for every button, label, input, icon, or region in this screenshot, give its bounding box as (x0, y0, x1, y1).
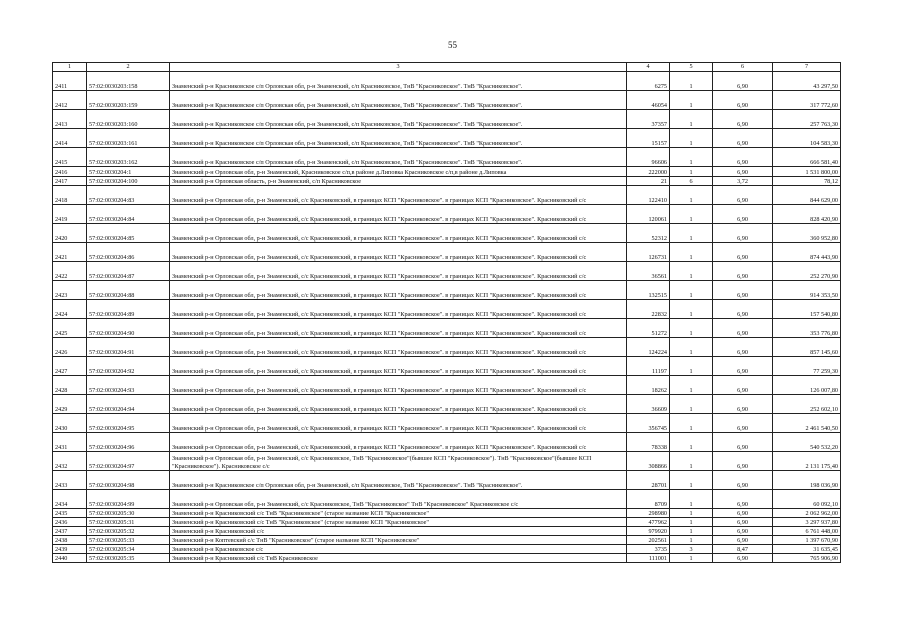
location-description: Знаменский р-н Орловская обл, р-н Знаменский, с/с Красниковское, ТнВ "Красниковское"(бывшее КСП "Красниковское"). ТнВ "Красниковское"(бывшее КСП "Красниковское"). Красниковское с/с (170, 452, 627, 471)
rate-value: 6,90 (713, 509, 773, 518)
row-number: 2440 (53, 554, 87, 563)
location-description: Знаменский р-н Орловская обл, р-н Знаменский, с/с Красниковский, в границах КСП "Красниковское". в границах КСП "Красниковское". Красниковский с/с (170, 281, 627, 300)
rate-value: 6,90 (713, 186, 773, 205)
cost-value: 157 540,80 (773, 300, 841, 319)
area-value: 6275 (627, 72, 670, 91)
row-number: 2426 (53, 338, 87, 357)
cadastral-number: 57:02:0030205:35 (87, 554, 170, 563)
table-row (53, 300, 841, 319)
cost-value: 317 772,60 (773, 91, 841, 110)
cost-value: 666 581,40 (773, 148, 841, 167)
rate-value: 6,90 (713, 281, 773, 300)
table-header-row (53, 63, 841, 72)
area-value: 120061 (627, 205, 670, 224)
location-description: Знаменский р-н Орловская обл, р-н Знаменский, с/с Красниковский, в границах КСП "Красниковское". в границах КСП "Красниковское". Красниковский с/с (170, 395, 627, 414)
cost-value: 1 397 670,90 (773, 536, 841, 545)
cadastral-number: 57:02:0030204:92 (87, 357, 170, 376)
rate-value: 6,90 (713, 527, 773, 536)
cadastral-number: 57:02:0030203:162 (87, 148, 170, 167)
rate-value: 6,90 (713, 224, 773, 243)
rate-value: 6,90 (713, 262, 773, 281)
row-number: 2434 (53, 490, 87, 509)
area-value: 8709 (627, 490, 670, 509)
table-row (53, 177, 841, 186)
count-value: 1 (670, 72, 713, 91)
cost-value: 198 036,90 (773, 471, 841, 490)
table-row (53, 395, 841, 414)
table-row (53, 319, 841, 338)
location-description: Знаменский р-н Орловская обл, р-н Знаменский, с/с Красниковский, в границах КСП "Красниковское". в границах КСП "Красниковское". Красниковский с/с (170, 376, 627, 395)
table-row (53, 224, 841, 243)
count-value: 1 (670, 186, 713, 205)
table-row (53, 262, 841, 281)
area-value: 124224 (627, 338, 670, 357)
cadastral-number: 57:02:0030204:85 (87, 224, 170, 243)
count-value: 1 (670, 554, 713, 563)
row-number: 2435 (53, 509, 87, 518)
column-header: 3 (170, 63, 627, 72)
area-value: 21 (627, 177, 670, 186)
count-value: 1 (670, 205, 713, 224)
cadastral-number: 57:02:0030204:94 (87, 395, 170, 414)
cadastral-number: 57:02:0030204:89 (87, 300, 170, 319)
count-value: 1 (670, 452, 713, 471)
area-value: 37357 (627, 110, 670, 129)
column-header: 2 (87, 63, 170, 72)
rate-value: 6,90 (713, 357, 773, 376)
row-number: 2412 (53, 91, 87, 110)
table-row (53, 72, 841, 91)
count-value: 1 (670, 167, 713, 177)
rate-value: 6,90 (713, 518, 773, 527)
location-description: Знаменский р-н Орловская обл, р-н Знаменский, с/с Красниковский, в границах КСП "Красниковское". в границах КСП "Красниковское". Красниковский с/с (170, 224, 627, 243)
table-row (53, 110, 841, 129)
area-value: 122410 (627, 186, 670, 205)
location-description: Знаменский р-н Орловская обл, р-н Знаменский, с/с Красниковский, в границах КСП "Красниковское". в границах КСП "Красниковское". Красниковский с/с (170, 186, 627, 205)
count-value: 1 (670, 224, 713, 243)
rate-value: 6,90 (713, 167, 773, 177)
row-number: 2433 (53, 471, 87, 490)
location-description: Знаменский р-н Орловская обл, р-н Знаменский, Красниковское с/п,в районе д.Липовка Красниковское с/п,в районе д.Липовка (170, 167, 627, 177)
cadastral-number: 57:02:0030205:32 (87, 527, 170, 536)
table-row (53, 414, 841, 433)
count-value: 3 (670, 545, 713, 554)
location-description: Знаменский р-н Красниковское с/п Орловская обл, р-н Знаменский, с/п Красниковское, ТнВ "Красниковское". ТнВ "Красниковское". (170, 129, 627, 148)
cost-value: 360 952,80 (773, 224, 841, 243)
table-row (53, 167, 841, 177)
row-number: 2414 (53, 129, 87, 148)
cost-value: 252 270,90 (773, 262, 841, 281)
rate-value: 6,90 (713, 110, 773, 129)
area-value: 308866 (627, 452, 670, 471)
table-row (53, 91, 841, 110)
location-description: Знаменский р-н Орловская обл, р-н Знаменский, с/с Красниковский, в границах КСП "Красниковское". в границах КСП "Красниковское". Красниковский с/с (170, 319, 627, 338)
area-value: 3735 (627, 545, 670, 554)
rate-value: 6,90 (713, 129, 773, 148)
cost-value: 2 131 175,40 (773, 452, 841, 471)
count-value: 1 (670, 129, 713, 148)
table-row (53, 536, 841, 545)
table-row (53, 205, 841, 224)
rate-value: 6,90 (713, 338, 773, 357)
location-description: Знаменский р-н Коптевский с/с ТнВ "Красниковское" (старое название КСП "Красниковское" (170, 536, 627, 545)
area-value: 11197 (627, 357, 670, 376)
rate-value: 6,90 (713, 554, 773, 563)
rate-value: 6,90 (713, 319, 773, 338)
location-description: Знаменский р-н Орловская область, р-н Знаменский, с/п Красниковское (170, 177, 627, 186)
cadastral-number: 57:02:0030203:158 (87, 72, 170, 91)
area-value: 979920 (627, 527, 670, 536)
row-number: 2424 (53, 300, 87, 319)
rate-value: 6,90 (713, 433, 773, 452)
cost-value: 104 583,30 (773, 129, 841, 148)
count-value: 1 (670, 527, 713, 536)
cadastral-number: 57:02:0030205:30 (87, 509, 170, 518)
area-value: 298980 (627, 509, 670, 518)
cadastral-number: 57:02:0030205:31 (87, 518, 170, 527)
row-number: 2422 (53, 262, 87, 281)
table-row (53, 518, 841, 527)
row-number: 2439 (53, 545, 87, 554)
column-header: 7 (773, 63, 841, 72)
rate-value: 6,90 (713, 243, 773, 262)
cadastral-number: 57:02:0030203:159 (87, 91, 170, 110)
row-number: 2429 (53, 395, 87, 414)
rate-value: 3,72 (713, 177, 773, 186)
row-number: 2432 (53, 452, 87, 471)
area-value: 96606 (627, 148, 670, 167)
cadastral-number: 57:02:0030204:93 (87, 376, 170, 395)
cost-value: 2 461 540,50 (773, 414, 841, 433)
location-description: Знаменский р-н Красниковское с/п Орловская обл, р-н Знаменский, с/п Красниковское, ТнВ "Красниковское". ТнВ "Красниковское". (170, 91, 627, 110)
cost-value: 857 145,60 (773, 338, 841, 357)
row-number: 2431 (53, 433, 87, 452)
row-number: 2418 (53, 186, 87, 205)
row-number: 2437 (53, 527, 87, 536)
row-number: 2438 (53, 536, 87, 545)
cost-value: 43 297,50 (773, 72, 841, 91)
location-description: Знаменский р-н Орловская обл, р-н Знаменский, с/с Красниковский, в границах КСП "Красниковское". в границах КСП "Красниковское". Красниковский с/с (170, 300, 627, 319)
cadastral-number: 57:02:0030204:86 (87, 243, 170, 262)
location-description: Знаменский р-н Красниковское с/п Орловская обл, р-н Знаменский, с/п Красниковское, ТнВ "Красниковское". ТнВ "Красниковское". (170, 72, 627, 91)
count-value: 1 (670, 395, 713, 414)
count-value: 1 (670, 300, 713, 319)
cadastral-number: 57:02:0030205:34 (87, 545, 170, 554)
count-value: 6 (670, 177, 713, 186)
row-number: 2413 (53, 110, 87, 129)
area-value: 15157 (627, 129, 670, 148)
table-row (53, 471, 841, 490)
row-number: 2421 (53, 243, 87, 262)
location-description: Знаменский р-н Орловская обл, р-н Знаменский, с/с Красниковский, в границах КСП "Красниковское". в границах КСП "Красниковское". Красниковский с/с (170, 338, 627, 357)
cost-value: 1 531 800,00 (773, 167, 841, 177)
count-value: 1 (670, 91, 713, 110)
table-row (53, 186, 841, 205)
cost-value: 540 532,20 (773, 433, 841, 452)
rate-value: 6,90 (713, 414, 773, 433)
row-number: 2427 (53, 357, 87, 376)
area-value: 36561 (627, 262, 670, 281)
cost-value: 60 092,10 (773, 490, 841, 509)
count-value: 1 (670, 357, 713, 376)
count-value: 1 (670, 509, 713, 518)
cadastral-number: 57:02:0030204:95 (87, 414, 170, 433)
cadastral-number: 57:02:0030203:161 (87, 129, 170, 148)
table-row (53, 545, 841, 554)
count-value: 1 (670, 148, 713, 167)
cost-value: 252 602,10 (773, 395, 841, 414)
area-value: 46054 (627, 91, 670, 110)
count-value: 1 (670, 262, 713, 281)
rate-value: 6,90 (713, 490, 773, 509)
table-row (53, 509, 841, 518)
count-value: 1 (670, 414, 713, 433)
count-value: 1 (670, 536, 713, 545)
location-description: Знаменский р-н Красниковское с/п Орловская обл, р-н Знаменский, с/п Красниковское, ТнВ "Красниковское". ТнВ "Красниковское". (170, 110, 627, 129)
area-value: 18262 (627, 376, 670, 395)
area-value: 477962 (627, 518, 670, 527)
cost-value: 6 761 448,00 (773, 527, 841, 536)
column-header: 5 (670, 63, 713, 72)
row-number: 2416 (53, 167, 87, 177)
cost-value: 257 763,30 (773, 110, 841, 129)
cadastral-number: 57:02:0030203:160 (87, 110, 170, 129)
cadastral-number: 57:02:0030204:87 (87, 262, 170, 281)
cost-value: 353 776,80 (773, 319, 841, 338)
rate-value: 6,90 (713, 452, 773, 471)
location-description: Знаменский р-н Красниковский с/с ТнВ "Красниковское" (старое название КСП "Красниковское" (170, 518, 627, 527)
location-description: Знаменский р-н Красниковский с/с (170, 527, 627, 536)
rate-value: 6,90 (713, 205, 773, 224)
cadastral-number: 57:02:0030205:33 (87, 536, 170, 545)
table-row (53, 452, 841, 471)
row-number: 2415 (53, 148, 87, 167)
rate-value: 6,90 (713, 72, 773, 91)
cadastral-number: 57:02:0030204:99 (87, 490, 170, 509)
count-value: 1 (670, 110, 713, 129)
row-number: 2428 (53, 376, 87, 395)
location-description: Знаменский р-н Красниковский с/с ТнВ Красниковское (170, 554, 627, 563)
area-value: 222000 (627, 167, 670, 177)
area-value: 126731 (627, 243, 670, 262)
rate-value: 8,47 (713, 545, 773, 554)
column-header: 4 (627, 63, 670, 72)
count-value: 1 (670, 471, 713, 490)
cost-value: 765 906,90 (773, 554, 841, 563)
location-description: Знаменский р-н Орловская обл, р-н Знаменский, с/с Красниковский, в границах КСП "Красниковское". в границах КСП "Красниковское". Красниковский с/с (170, 433, 627, 452)
area-value: 28701 (627, 471, 670, 490)
location-description: Знаменский р-н Орловская обл, р-н Знаменский, с/с Красниковский, в границах КСП "Красниковское". в границах КСП "Красниковское". Красниковский с/с (170, 414, 627, 433)
location-description: Знаменский р-н Орловская обл, р-н Знаменский, с/с Красниковский, в границах КСП "Красниковское". в границах КСП "Красниковское". Красниковский с/с (170, 205, 627, 224)
count-value: 1 (670, 319, 713, 338)
cadastral-number: 57:02:0030204:83 (87, 186, 170, 205)
table-row (53, 338, 841, 357)
area-value: 111001 (627, 554, 670, 563)
area-value: 78338 (627, 433, 670, 452)
cost-value: 828 420,90 (773, 205, 841, 224)
table-row (53, 281, 841, 300)
cost-value: 77 259,30 (773, 357, 841, 376)
area-value: 51272 (627, 319, 670, 338)
table-body (53, 72, 841, 563)
table-row (53, 554, 841, 563)
count-value: 1 (670, 376, 713, 395)
area-value: 132515 (627, 281, 670, 300)
rate-value: 6,90 (713, 300, 773, 319)
row-number: 2436 (53, 518, 87, 527)
cadastral-number: 57:02:0030204:84 (87, 205, 170, 224)
rate-value: 6,90 (713, 148, 773, 167)
cost-value: 844 629,00 (773, 186, 841, 205)
location-description: Знаменский р-н Красниковское с/п Орловская обл, р-н Знаменский, с/п Красниковское, ТнВ "Красниковское". ТнВ "Красниковское". (170, 148, 627, 167)
cadastral-number: 57:02:0030204:91 (87, 338, 170, 357)
cost-value: 874 443,90 (773, 243, 841, 262)
row-number: 2423 (53, 281, 87, 300)
table-row (53, 490, 841, 509)
table-row (53, 527, 841, 536)
area-value: 36609 (627, 395, 670, 414)
row-number: 2430 (53, 414, 87, 433)
cadastral-number: 57:02:0030204:90 (87, 319, 170, 338)
rate-value: 6,90 (713, 91, 773, 110)
count-value: 1 (670, 338, 713, 357)
area-value: 52312 (627, 224, 670, 243)
row-number: 2417 (53, 177, 87, 186)
row-number: 2420 (53, 224, 87, 243)
cadastral-number: 57:02:0030204:98 (87, 471, 170, 490)
location-description: Знаменский р-н Орловская обл, р-н Знаменский, с/с Красниковский, в границах КСП "Красниковское". в границах КСП "Красниковское". Красниковский с/с (170, 262, 627, 281)
count-value: 1 (670, 518, 713, 527)
cost-value: 126 007,80 (773, 376, 841, 395)
table-row (53, 148, 841, 167)
cadastral-number: 57:02:0030204:88 (87, 281, 170, 300)
cost-value: 78,12 (773, 177, 841, 186)
page-number: 55 (448, 40, 457, 50)
column-header: 6 (713, 63, 773, 72)
location-description: Знаменский р-н Красниковское с/п Орловская обл, р-н Знаменский, с/п Красниковское, ТнВ "Красниковское". ТнВ "Красниковское". (170, 471, 627, 490)
rate-value: 6,90 (713, 395, 773, 414)
cadastral-number: 57:02:0030204:96 (87, 433, 170, 452)
cost-value: 31 635,45 (773, 545, 841, 554)
count-value: 1 (670, 281, 713, 300)
cadastral-number: 57:02:0030204:1 (87, 167, 170, 177)
row-number: 2419 (53, 205, 87, 224)
row-number: 2425 (53, 319, 87, 338)
table-row (53, 243, 841, 262)
area-value: 202561 (627, 536, 670, 545)
area-value: 356745 (627, 414, 670, 433)
row-number: 2411 (53, 72, 87, 91)
land-registry-table (52, 62, 841, 563)
table-row (53, 433, 841, 452)
location-description: Знаменский р-н Орловская обл, р-н Знаменский, с/с Красниковский, в границах КСП "Красниковское". в границах КСП "Красниковское". Красниковский с/с (170, 243, 627, 262)
count-value: 1 (670, 243, 713, 262)
location-description: Знаменский р-н Красниковское с/с (170, 545, 627, 554)
area-value: 22832 (627, 300, 670, 319)
table-row (53, 376, 841, 395)
rate-value: 6,90 (713, 471, 773, 490)
cost-value: 914 353,50 (773, 281, 841, 300)
column-header: 1 (53, 63, 87, 72)
cost-value: 3 297 937,80 (773, 518, 841, 527)
rate-value: 6,90 (713, 376, 773, 395)
cadastral-number: 57:02:0030204:97 (87, 452, 170, 471)
cost-value: 2 062 962,00 (773, 509, 841, 518)
cadastral-number: 57:02:0030204:100 (87, 177, 170, 186)
table-row (53, 357, 841, 376)
location-description: Знаменский р-н Орловская обл, р-н Знаменский, с/с Красниковское, ТнВ "Красниковское" ТнВ "Красниковское" Красниковское с/с (170, 490, 627, 509)
location-description: Знаменский р-н Орловская обл, р-н Знаменский, с/с Красниковский, в границах КСП "Красниковское". в границах КСП "Красниковское". Красниковский с/с (170, 357, 627, 376)
rate-value: 6,90 (713, 536, 773, 545)
count-value: 1 (670, 433, 713, 452)
location-description: Знаменский р-н Красниковский с/с ТнВ "Красниковское" (старое название КСП "Красниковское" (170, 509, 627, 518)
table-row (53, 129, 841, 148)
count-value: 1 (670, 490, 713, 509)
